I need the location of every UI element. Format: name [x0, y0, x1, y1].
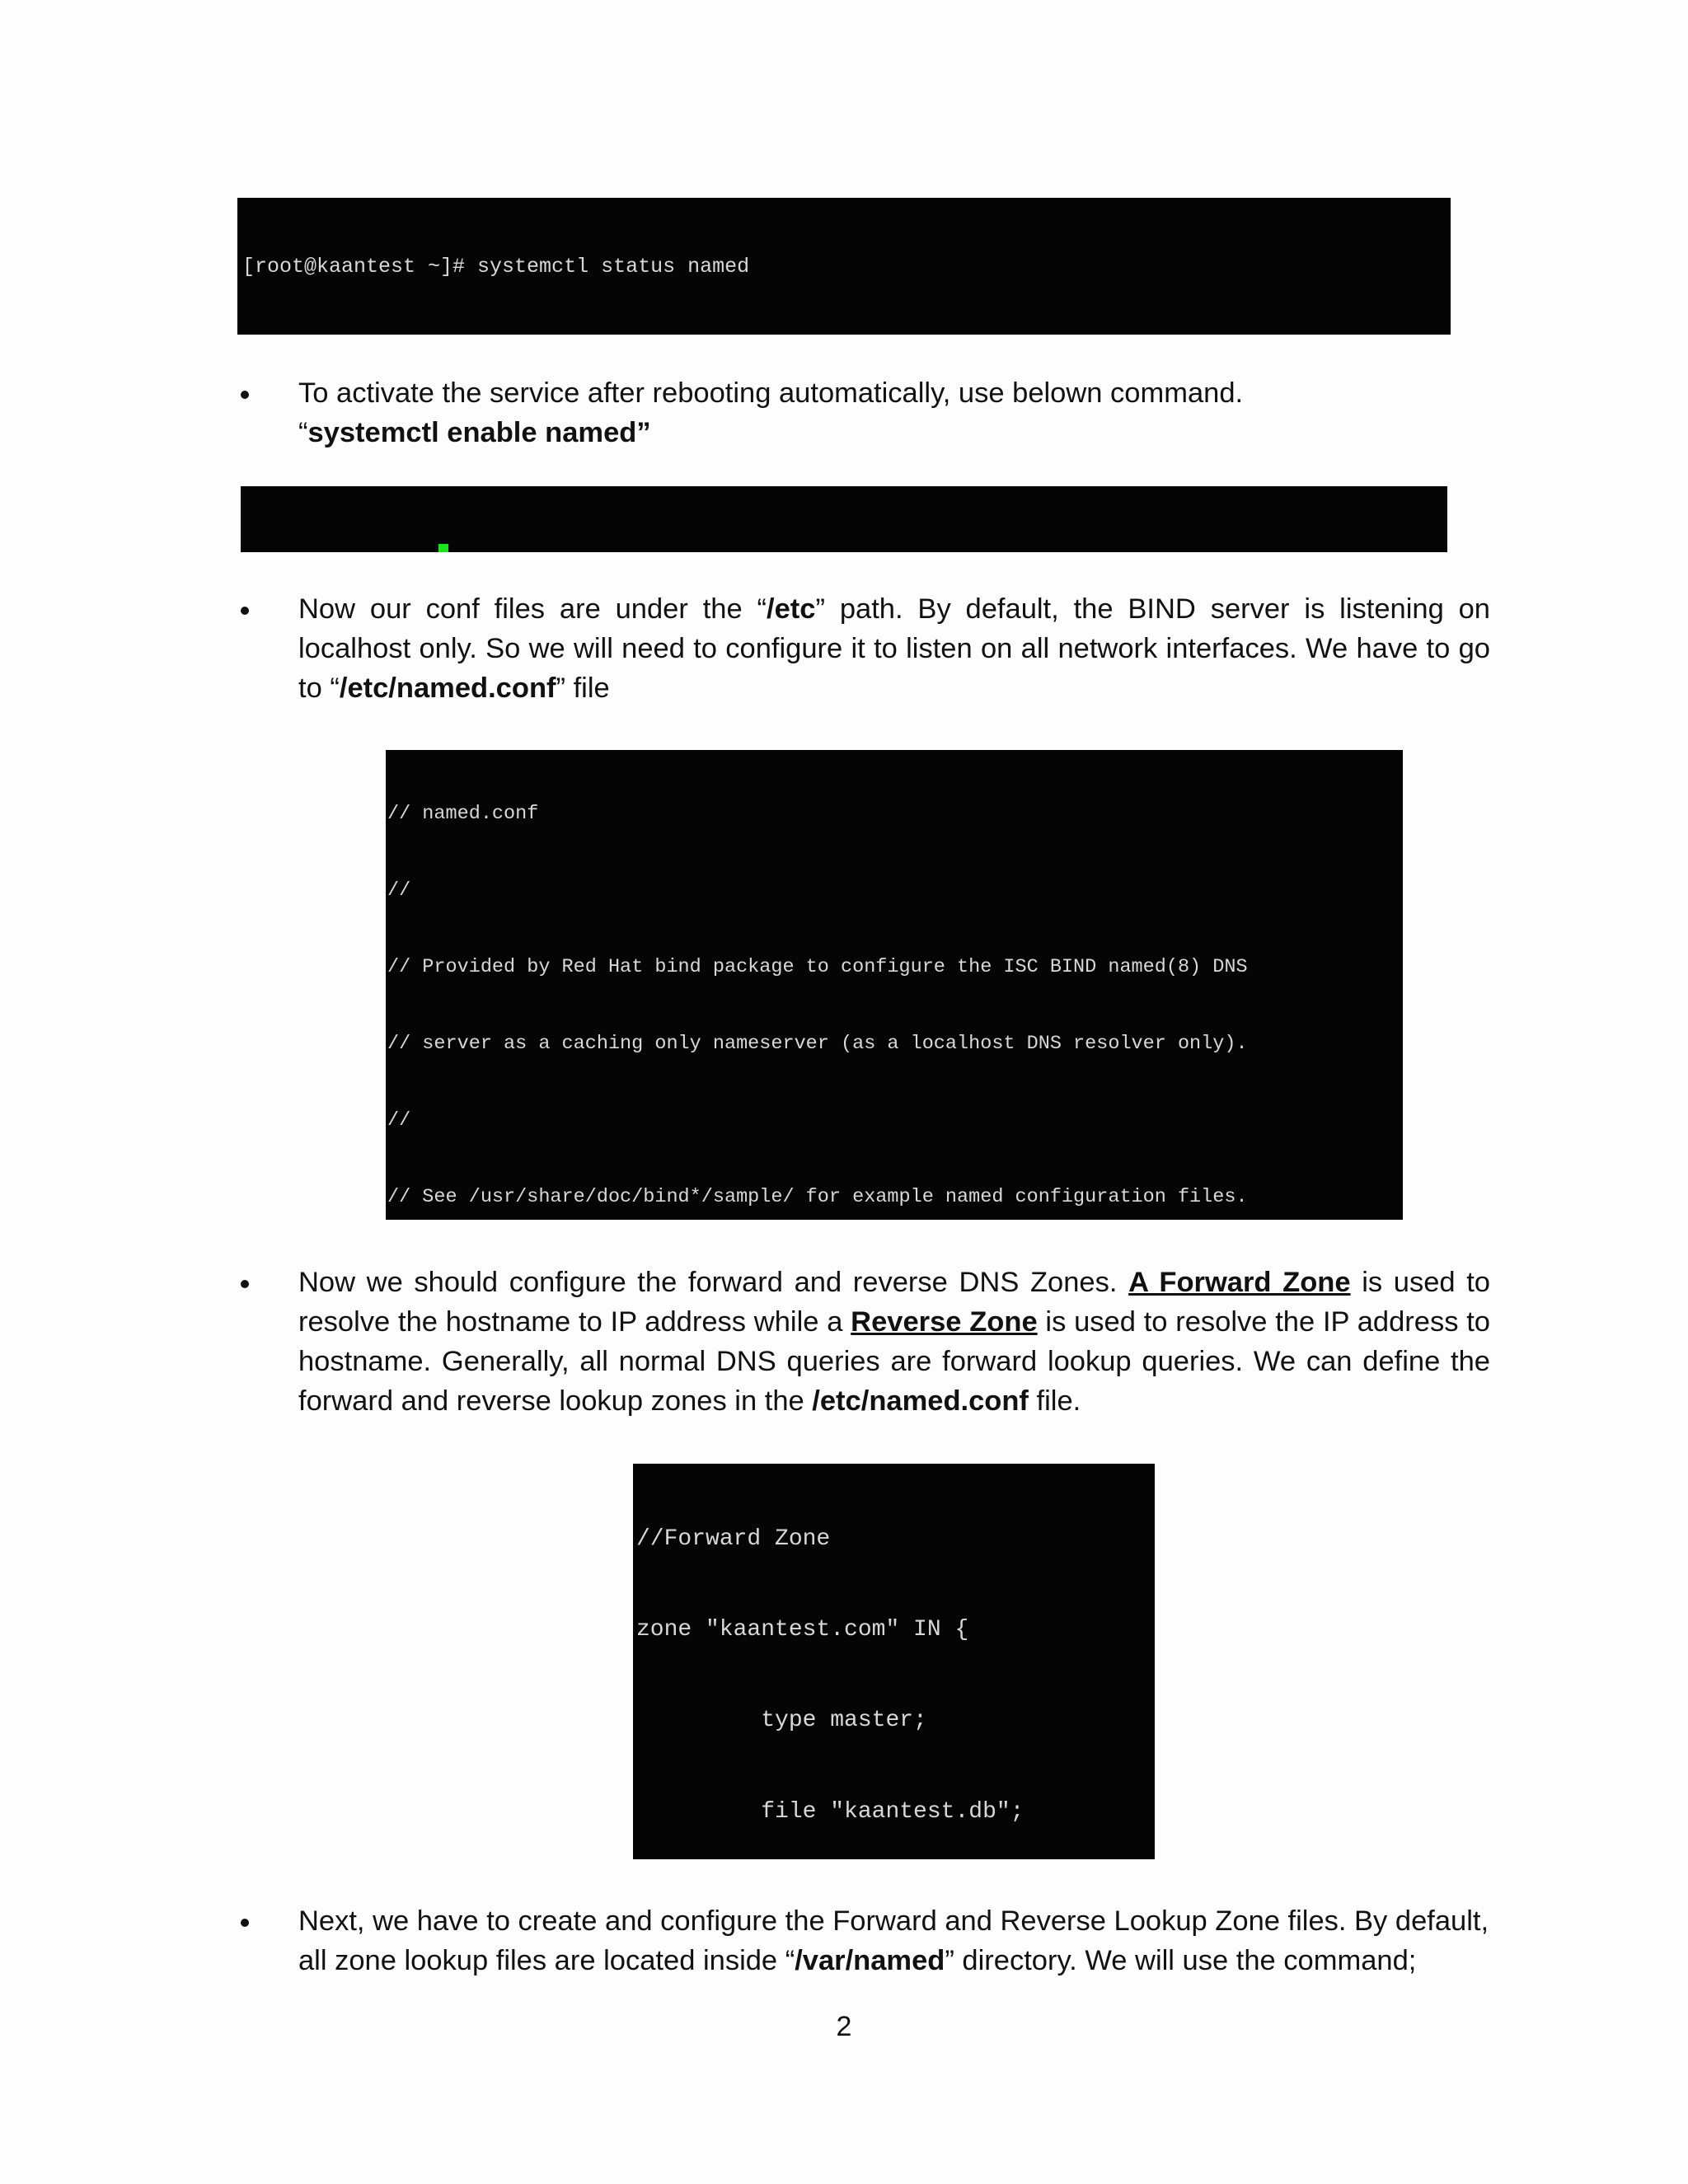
terminal-line: //: [387, 879, 411, 902]
term-reverse-zone: Reverse Zone: [851, 1306, 1038, 1338]
paragraph-text: ” path. By default, the BIND server is listening on localhost only. So we will need to configure it to listen on all network interfaces. We have to go to “: [298, 593, 1490, 704]
terminal-screenshot-status: [237, 198, 1451, 335]
bullet-icon: [241, 1919, 249, 1927]
terminal-line: //: [387, 1109, 411, 1132]
path-text: /var/named: [795, 1945, 945, 1976]
bullet-paragraph-zone-files: [298, 1901, 1490, 1980]
bullet-icon: [241, 607, 249, 615]
terminal-line: [root@kaantest ~]# systemctl status named: [242, 255, 750, 279]
terminal-screenshot-zones: [633, 1464, 1155, 1859]
terminal-screenshot-enable: [241, 486, 1447, 552]
terminal-line: [242, 333, 1451, 335]
paragraph-text: Next, we have to create and configure the Forward and Reverse Lookup Zone files. By default, all zone lookup files are located inside “: [298, 1905, 1489, 1976]
bullet-icon: [241, 1280, 249, 1288]
paragraph-text: To activate the service after rebooting automatically, use belown command.: [298, 377, 1244, 409]
terminal-screenshot-named-conf: [386, 750, 1403, 1220]
terminal-line: // See /usr/share/doc/bind*/sample/ for example named configuration files.: [387, 1186, 1248, 1208]
paragraph-text: Now our conf files are under the “: [298, 593, 767, 625]
cursor-icon: [438, 544, 448, 552]
terminal-line: file "kaantest.db";: [636, 1798, 1025, 1825]
page-number: 2: [836, 2011, 852, 2042]
terminal-line: // server as a caching only nameserver (as a localhost DNS resolver only).: [387, 1033, 1248, 1055]
paragraph-text: is used to resolve the hostname to IP address while a: [298, 1267, 1490, 1338]
path-text: /etc: [767, 593, 816, 625]
paragraph-text: is used to resolve the IP address to hostname. Generally, all normal DNS queries are forward lookup queries. We can define the forward and reverse lookup zones in the: [298, 1306, 1490, 1417]
path-text: /etc/named.conf: [812, 1385, 1029, 1417]
terminal-line: // named.conf: [387, 803, 539, 825]
bullet-paragraph-conf-path: [298, 589, 1490, 708]
bullet-icon: [241, 391, 249, 399]
quote-mark: “: [298, 417, 308, 448]
paragraph-text: file.: [1028, 1385, 1081, 1417]
paragraph-text: ” file: [556, 673, 610, 704]
paragraph-text: ” directory. We will use the command;: [945, 1945, 1417, 1976]
terminal-line: // Provided by Red Hat bind package to configure the ISC BIND named(8) DNS: [387, 956, 1248, 978]
term-forward-zone: A Forward Zone: [1128, 1267, 1351, 1298]
path-text: /etc/named.conf: [339, 673, 556, 704]
terminal-line: //Forward Zone: [636, 1526, 831, 1552]
terminal-line: zone "kaantest.com" IN {: [636, 1616, 969, 1643]
bullet-paragraph-zones: [298, 1263, 1490, 1421]
terminal-line: [242, 548, 1447, 552]
paragraph-text: Now we should configure the forward and reverse DNS Zones.: [298, 1267, 1129, 1298]
bullet-paragraph-enable: [298, 373, 1490, 452]
command-text: systemctl enable named”: [307, 417, 651, 448]
terminal-line: type master;: [636, 1708, 927, 1734]
